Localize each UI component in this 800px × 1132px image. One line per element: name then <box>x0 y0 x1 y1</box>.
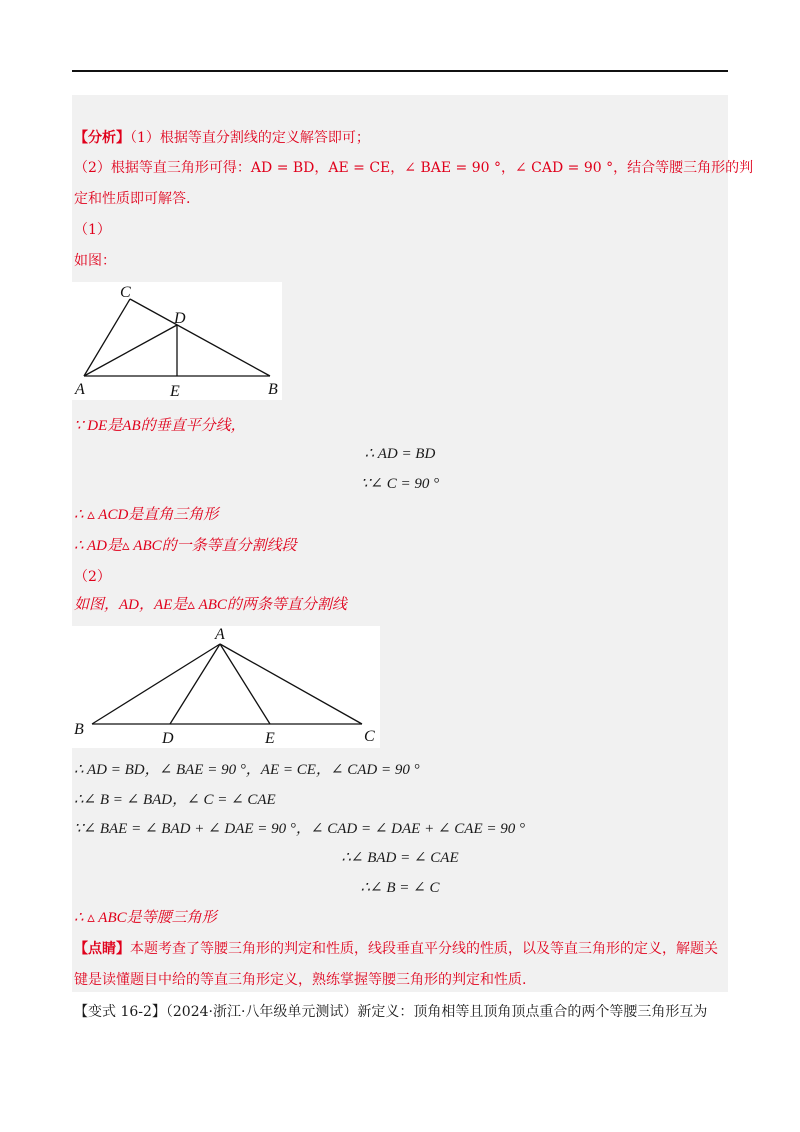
part1-step-4: ∴ ▵ ACD是直角三角形 <box>74 507 219 523</box>
part1-step-2: ∴ AD = BD <box>364 446 436 462</box>
part2-step-6: ∴ ▵ ABC是等腰三角形 <box>74 910 217 926</box>
point-label-e2: E <box>265 730 275 747</box>
part2-intro: 如图，AD，AE是▵ ABC的两条等直分割线 <box>74 597 347 613</box>
point-label-d2: D <box>162 730 174 747</box>
segment-ac2 <box>220 644 362 724</box>
point-label-a: A <box>75 381 85 398</box>
analysis-line-2: （2）根据等直三角形可得：AD = BD，AE = CE，∠ BAE = 90 °，∠ CAD = 90 °，结合等腰三角形的判 <box>74 160 754 176</box>
segment-ad <box>84 325 177 376</box>
part2-step-5: ∴∠ B = ∠ C <box>360 880 440 896</box>
part2-step-2: ∴∠ B = ∠ BAD，∠ C = ∠ CAE <box>74 792 276 808</box>
figure-2 <box>72 626 380 748</box>
comment-line-1: 【点睛】本题考查了等腰三角形的判定和性质，线段垂直平分线的性质，以及等直三角形的定义，解题关 <box>74 941 718 957</box>
point-label-c: C <box>120 284 131 301</box>
part1-label: （1） <box>74 222 111 238</box>
part1-step-1: ∵ DE是AB的垂直平分线， <box>74 418 246 434</box>
point-label-d: D <box>174 310 186 327</box>
analysis-line-3: 定和性质即可解答. <box>74 191 191 207</box>
part1-intro: 如图： <box>74 253 116 269</box>
part2-step-1: ∴ AD = BD，∠ BAE = 90 °，AE = CE，∠ CAD = 90 ° <box>74 762 420 778</box>
analysis-label: 【分析】 <box>74 130 130 146</box>
point-label-c2: C <box>364 728 375 745</box>
analysis-line-1: 【分析】（1）根据等直分割线的定义解答即可； <box>74 130 370 146</box>
part2-label: （2） <box>74 569 111 585</box>
segment-ca <box>84 299 130 376</box>
part1-step-3: ∵∠ C = 90 ° <box>360 476 440 492</box>
comment-label: 【点睛】 <box>74 941 130 957</box>
part2-step-3: ∵∠ BAE = ∠ BAD + ∠ DAE = 90 °，∠ CAD = ∠ DAE + ∠ CAE = 90 ° <box>74 821 525 837</box>
point-label-a2: A <box>215 626 225 643</box>
point-label-b: B <box>268 381 278 398</box>
header-rule <box>72 70 728 72</box>
segment-ae2 <box>220 644 270 724</box>
figure-1 <box>72 282 282 400</box>
segment-cb <box>130 299 270 376</box>
segment-ab2 <box>92 644 220 724</box>
part2-step-4: ∴∠ BAD = ∠ CAE <box>341 850 459 866</box>
part1-step-5: ∴ AD是▵ ABC的一条等直分割线段 <box>74 538 297 554</box>
point-label-b2: B <box>74 721 84 738</box>
segment-ad2 <box>170 644 220 724</box>
point-label-e: E <box>170 383 180 400</box>
comment-line-2: 键是读懂题目中给的等直三角形定义，熟练掌握等腰三角形的判定和性质. <box>74 972 527 988</box>
next-problem-line: 【变式 16-2】（2024·浙江·八年级单元测试）新定义：顶角相等且顶角顶点重合的两个等腰三角形互为 <box>74 1004 708 1020</box>
